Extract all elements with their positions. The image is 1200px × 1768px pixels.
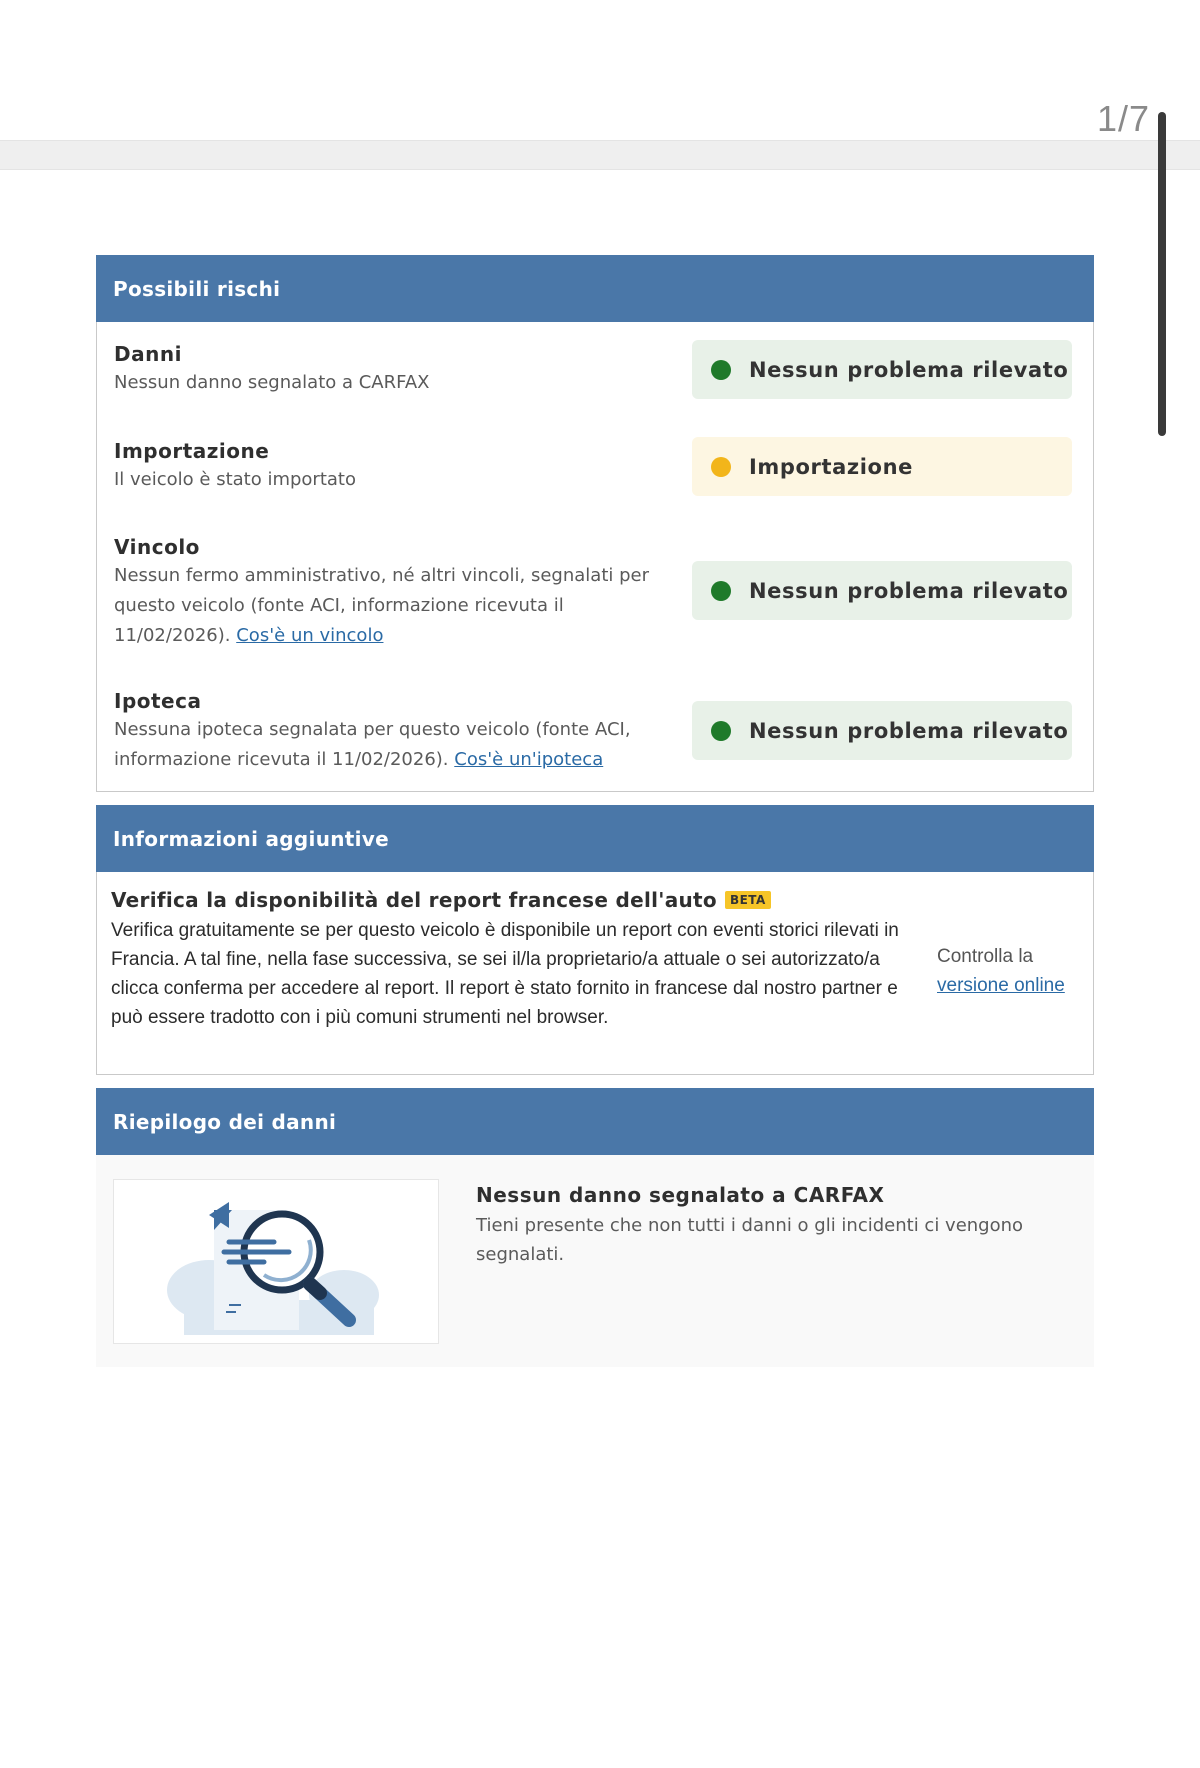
risks-section: [96, 255, 1094, 792]
document-magnifier-icon: [113, 1179, 439, 1344]
risk-description-text: Nessuna ipoteca segnalata per questo veicolo (fonte ACI, informazione ricevuta il 11/02/2026).: [114, 719, 631, 770]
status-pill-importazione: [692, 437, 1072, 496]
page-counter: 1/7: [1096, 98, 1150, 139]
status-dot-green-icon: [711, 581, 731, 601]
info-title: [111, 888, 771, 912]
status-dot-green-icon: [711, 360, 731, 380]
risk-description: [114, 561, 674, 651]
online-version-link[interactable]: versione online: [937, 975, 1065, 996]
risk-title: Danni: [114, 342, 182, 366]
info-text: Verifica gratuitamente se per questo veicolo è disponibile un report con eventi storici rilevati in Francia. A tal fine, nella fase successiva, se sei il/la proprietario/a attuale o sei autorizzato/a clicca conferma per accedere al report. Il report è stato fornito in francese dal nostro partner e può essere tradotto con i più comuni strumenti nel browser.: [111, 920, 899, 1028]
beta-badge: BETA: [725, 891, 771, 909]
what-is-ipoteca-link[interactable]: Cos'è un'ipoteca: [454, 749, 604, 770]
damage-section: [96, 1088, 1094, 1367]
risk-title: Importazione: [114, 439, 270, 463]
info-side: [937, 942, 1065, 1000]
status-label: Nessun problema rilevato: [749, 578, 1069, 603]
status-pill-ipoteca: [692, 701, 1072, 760]
risk-title: Vincolo: [114, 535, 200, 559]
damage-body: [96, 1155, 1094, 1367]
info-section: [96, 805, 1094, 1075]
status-label: Importazione: [749, 454, 913, 479]
risk-description-text: Nessun fermo amministrativo, né altri vincoli, segnalati per questo veicolo (fonte ACI, informazione ricevuta il 11/02/2026).: [114, 565, 649, 646]
damage-description: Tieni presente che non tutti i danni o gli incidenti ci vengono segnalati.: [476, 1215, 1024, 1265]
risk-title: Ipoteca: [114, 689, 202, 713]
risk-description: [114, 715, 674, 775]
status-dot-yellow-icon: [711, 457, 731, 477]
info-title-text: Verifica la disponibilità del report francese dell'auto: [111, 888, 717, 912]
viewer-top-band: [0, 140, 1200, 170]
status-label: Nessun problema rilevato: [749, 718, 1069, 743]
info-header: Informazioni aggiuntive: [96, 805, 1094, 872]
status-pill-danni: [692, 340, 1072, 399]
risks-header: Possibili rischi: [96, 255, 1094, 322]
damage-header: Riepilogo dei danni: [96, 1088, 1094, 1155]
status-dot-green-icon: [711, 721, 731, 741]
risk-description: Il veicolo è stato importato: [114, 469, 356, 490]
info-body: [96, 872, 1094, 1075]
status-pill-vincolo: [692, 561, 1072, 620]
info-side-label: Controlla la: [937, 946, 1034, 967]
risk-description: Nessun danno segnalato a CARFAX: [114, 372, 430, 393]
scrollbar-thumb[interactable]: [1158, 112, 1166, 436]
damage-title: Nessun danno segnalato a CARFAX: [476, 1183, 885, 1207]
what-is-vincolo-link[interactable]: Cos'è un vincolo: [236, 625, 384, 646]
status-label: Nessun problema rilevato: [749, 357, 1069, 382]
risks-body: [96, 322, 1094, 792]
